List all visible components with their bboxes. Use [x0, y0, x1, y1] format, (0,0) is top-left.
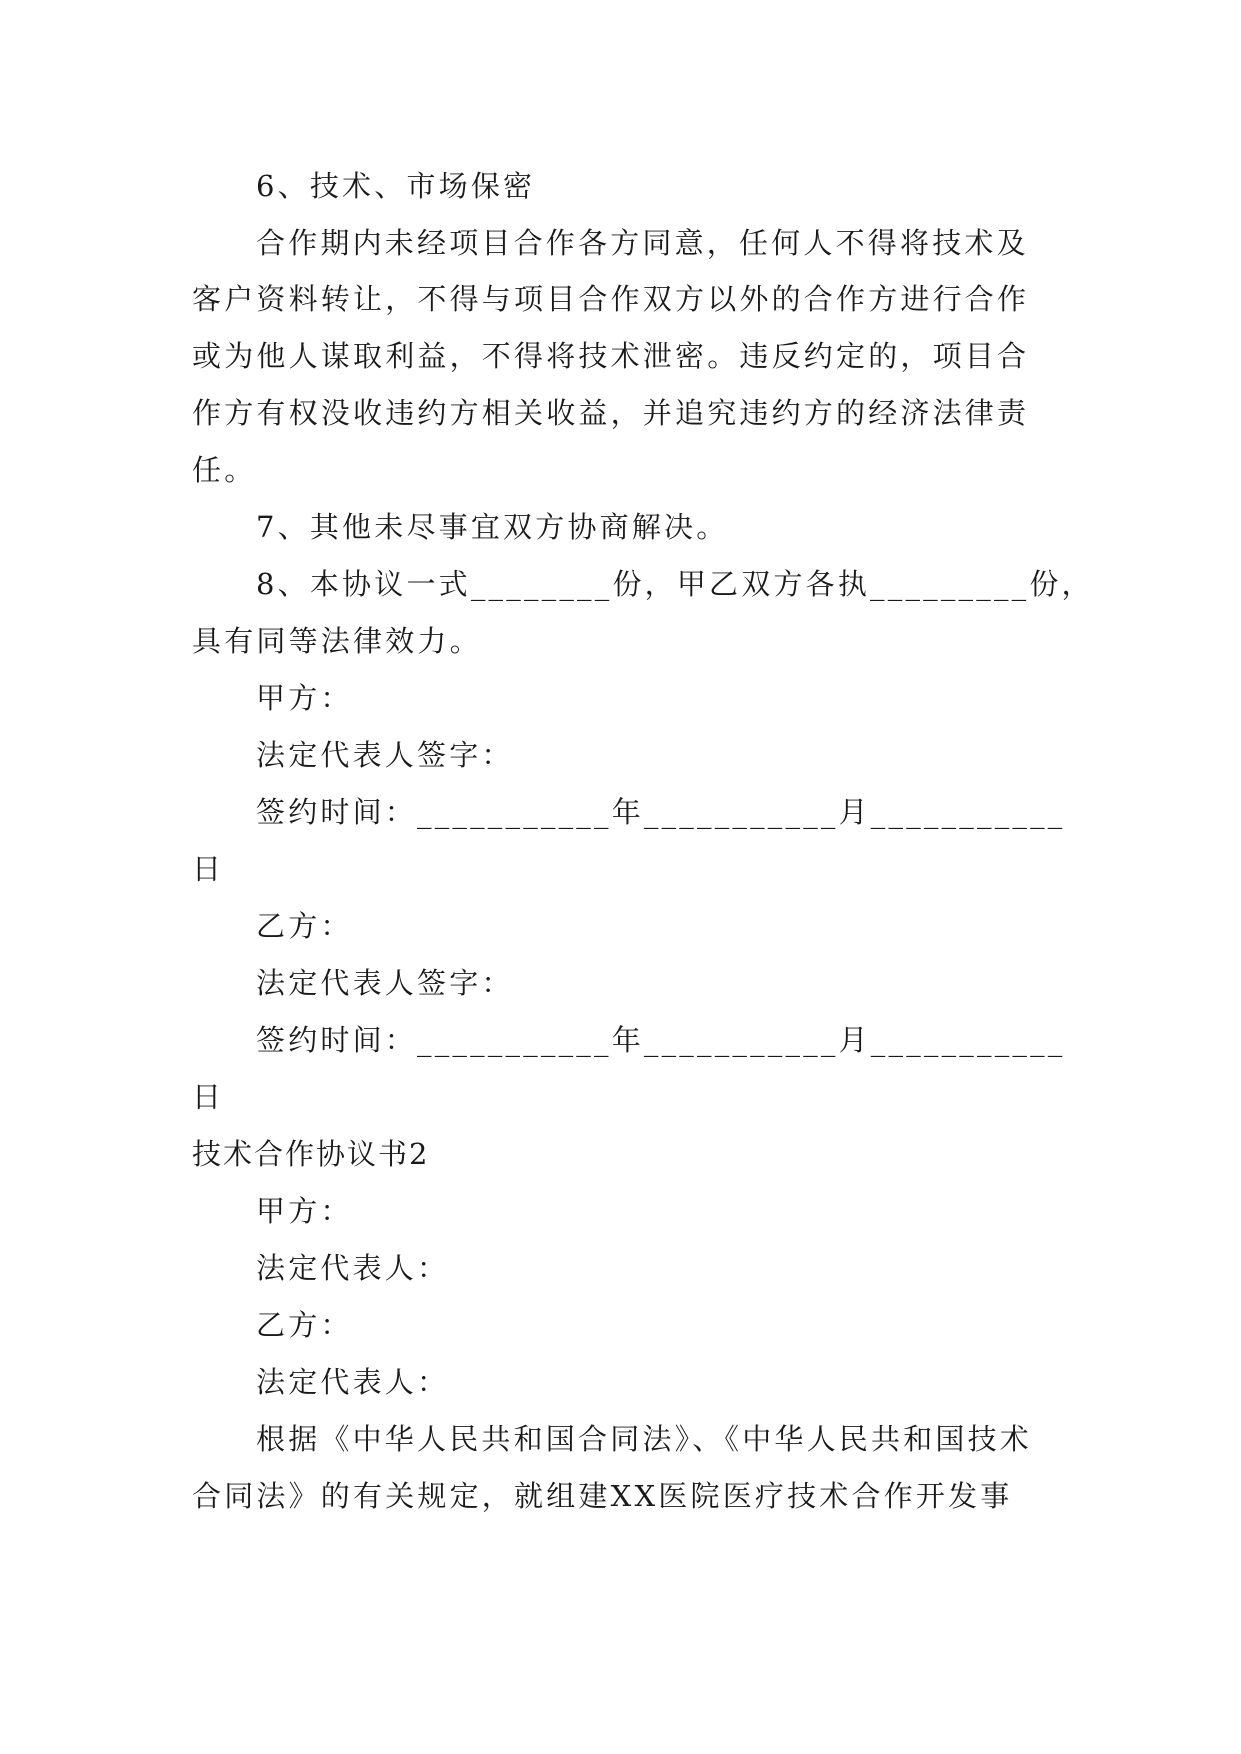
section-7-line: 7、其他未尽事宜双方协商解决。 [256, 510, 729, 544]
party-a-label: 甲方： [256, 1194, 353, 1228]
paragraph-line: 具有同等法律效力。 [192, 624, 482, 658]
paragraph-line: 合作期内未经项目合作各方同意，任何人不得将技术及 [256, 226, 1029, 260]
party-a-sign-date-day: 日 [192, 852, 225, 886]
paragraph-line: 合同法》的有关规定，就组建XX医院医疗技术合作开发事 [192, 1479, 1013, 1513]
party-a-representative-signature: 法定代表人签字： [256, 738, 514, 772]
party-a-label: 甲方： [256, 681, 353, 715]
section-8-line: 8、本协议一式________份，甲乙双方各执_________份， [256, 567, 1094, 601]
paragraph-line: 或为他人谋取利益，不得将技术泄密。违反约定的，项目合 [192, 339, 1030, 373]
party-b-label: 乙方： [256, 909, 353, 943]
paragraph-line: 任。 [192, 453, 257, 487]
agreement-2-title: 技术合作协议书2 [192, 1137, 430, 1171]
party-b-label: 乙方： [256, 1308, 353, 1342]
party-b-sign-date-day: 日 [192, 1080, 225, 1114]
party-a-representative: 法定代表人： [256, 1251, 450, 1285]
paragraph-line: 作方有权没收违约方相关收益，并追究违约方的经济法律责 [192, 396, 1030, 430]
party-b-representative: 法定代表人： [256, 1365, 450, 1399]
paragraph-line: 客户资料转让，不得与项目合作双方以外的合作方进行合作 [192, 282, 1030, 316]
paragraph-line: 根据《中华人民共和国合同法》、《中华人民共和国技术 [256, 1422, 1033, 1456]
party-b-sign-date: 签约时间：___________年___________月___________ [256, 1023, 1066, 1057]
section-6-heading: 6、技术、市场保密 [256, 169, 536, 203]
party-b-representative-signature: 法定代表人签字： [256, 966, 514, 1000]
party-a-sign-date: 签约时间：___________年___________月___________ [256, 795, 1066, 829]
